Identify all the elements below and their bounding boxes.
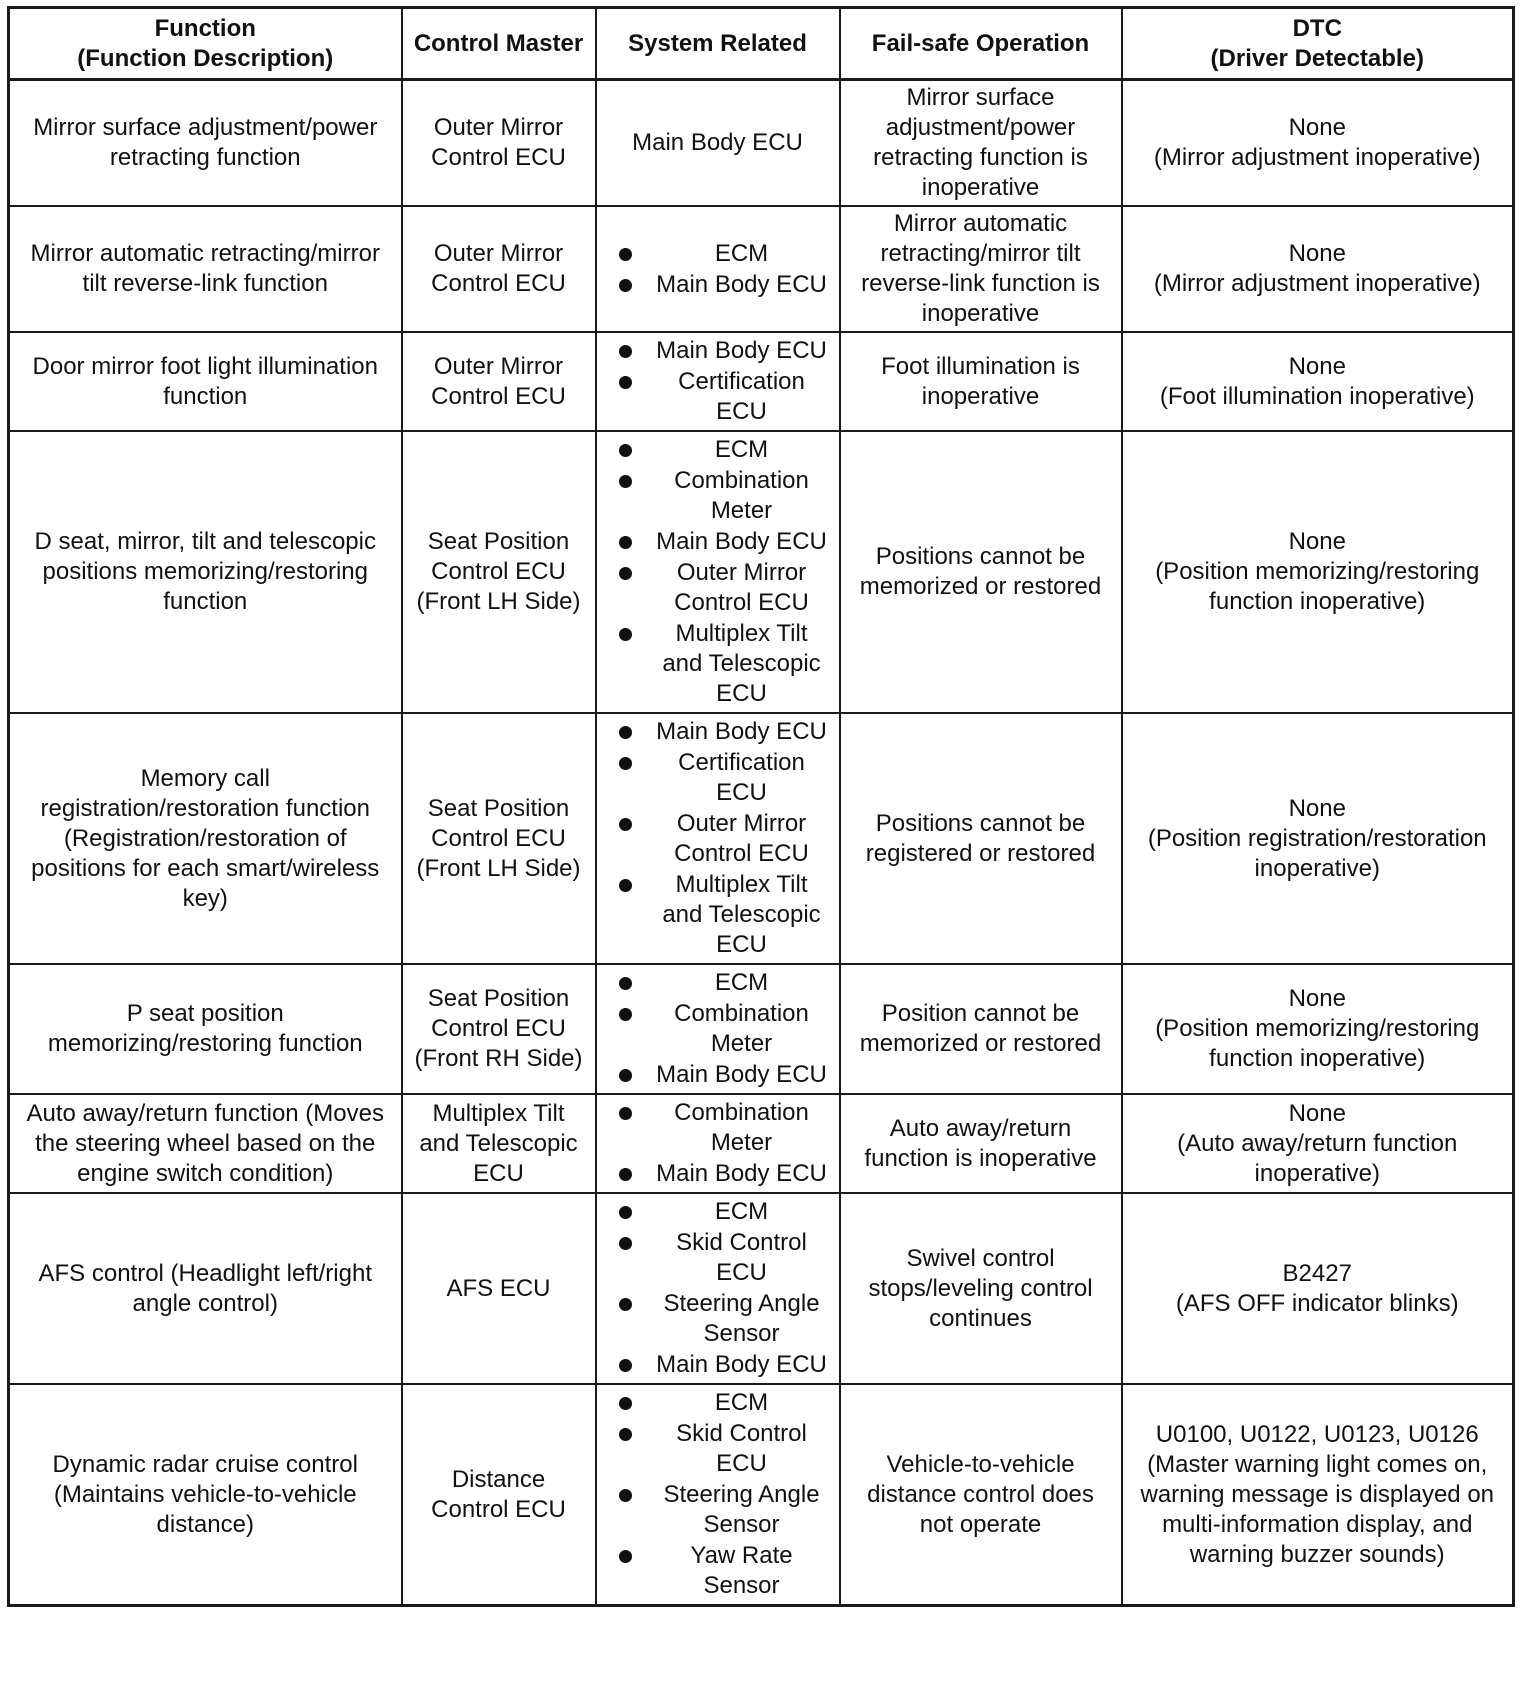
system-list-item: ECM xyxy=(605,239,831,269)
system-list-item: Main Body ECU xyxy=(605,1060,831,1090)
table-row xyxy=(9,964,1514,1094)
function-cell: Memory call registration/restoration function (Registration/restoration of positions for each smart/wireless key) xyxy=(9,713,402,964)
system-related-cell xyxy=(596,80,840,207)
system-related-cell xyxy=(596,964,840,1094)
dtc-cell: None (Mirror adjustment inoperative) xyxy=(1122,80,1514,207)
system-list xyxy=(605,1388,831,1601)
system-related-cell xyxy=(596,206,840,332)
table-row xyxy=(9,332,1514,431)
failsafe-cell: Positions cannot be memorized or restored xyxy=(840,431,1122,713)
dtc-cell: B2427 (AFS OFF indicator blinks) xyxy=(1122,1193,1514,1384)
system-list-item: Main Body ECU xyxy=(605,1350,831,1380)
control-master-cell: Seat Position Control ECU (Front LH Side) xyxy=(402,713,596,964)
system-text: Main Body ECU xyxy=(632,129,803,156)
system-list-item: Steering Angle Sensor xyxy=(605,1289,831,1349)
system-related-cell xyxy=(596,1384,840,1606)
system-list-item: Combination Meter xyxy=(605,466,831,526)
failsafe-cell: Mirror automatic retracting/mirror tilt reverse-link function is inoperative xyxy=(840,206,1122,332)
header-failsafe-operation: Fail-safe Operation xyxy=(840,8,1122,80)
system-list-item: Certification ECU xyxy=(605,367,831,427)
function-table xyxy=(7,6,1515,1607)
header-function: Function (Function Description) xyxy=(9,8,402,80)
control-master-cell: Distance Control ECU xyxy=(402,1384,596,1606)
function-cell: AFS control (Headlight left/right angle control) xyxy=(9,1193,402,1384)
system-list-item: Skid Control ECU xyxy=(605,1228,831,1288)
dtc-cell: None (Position memorizing/restoring function inoperative) xyxy=(1122,964,1514,1094)
header-dtc: DTC (Driver Detectable) xyxy=(1122,8,1514,80)
system-list-item: Main Body ECU xyxy=(605,717,831,747)
system-related-cell xyxy=(596,1193,840,1384)
system-list-item: ECM xyxy=(605,968,831,998)
table-body xyxy=(9,80,1514,1606)
system-related-cell xyxy=(596,431,840,713)
function-cell: Door mirror foot light illumination function xyxy=(9,332,402,431)
system-list xyxy=(605,435,831,709)
dtc-cell: None (Foot illumination inoperative) xyxy=(1122,332,1514,431)
dtc-cell: None (Mirror adjustment inoperative) xyxy=(1122,206,1514,332)
system-list xyxy=(605,1197,831,1380)
function-cell: P seat position memorizing/restoring function xyxy=(9,964,402,1094)
system-list-item: Certification ECU xyxy=(605,748,831,808)
failsafe-cell: Auto away/return function is inoperative xyxy=(840,1094,1122,1193)
system-list xyxy=(605,968,831,1090)
system-related-cell xyxy=(596,713,840,964)
control-master-cell: Outer Mirror Control ECU xyxy=(402,332,596,431)
function-cell: Auto away/return function (Moves the steering wheel based on the engine switch condition) xyxy=(9,1094,402,1193)
system-list xyxy=(605,239,831,300)
system-list-item: Combination Meter xyxy=(605,999,831,1059)
failsafe-cell: Vehicle-to-vehicle distance control does not operate xyxy=(840,1384,1122,1606)
system-list-item: Combination Meter xyxy=(605,1098,831,1158)
dtc-cell: U0100, U0122, U0123, U0126 (Master warning light comes on, warning message is displayed on multi-information display, and warning buzzer sounds) xyxy=(1122,1384,1514,1606)
control-master-cell: Multiplex Tilt and Telescopic ECU xyxy=(402,1094,596,1193)
failsafe-cell: Mirror surface adjustment/power retracting function is inoperative xyxy=(840,80,1122,207)
failsafe-cell: Positions cannot be registered or restored xyxy=(840,713,1122,964)
system-list-item: ECM xyxy=(605,1197,831,1227)
table-row xyxy=(9,1384,1514,1606)
table-row xyxy=(9,206,1514,332)
control-master-cell: Seat Position Control ECU (Front RH Side) xyxy=(402,964,596,1094)
function-cell: Dynamic radar cruise control (Maintains vehicle-to-vehicle distance) xyxy=(9,1384,402,1606)
system-list xyxy=(605,336,831,427)
table-row xyxy=(9,1094,1514,1193)
function-cell: Mirror automatic retracting/mirror tilt reverse-link function xyxy=(9,206,402,332)
table-row xyxy=(9,1193,1514,1384)
table-row xyxy=(9,80,1514,207)
failsafe-cell: Swivel control stops/leveling control continues xyxy=(840,1193,1122,1384)
system-list-item: Outer Mirror Control ECU xyxy=(605,809,831,869)
control-master-cell: AFS ECU xyxy=(402,1193,596,1384)
system-list-item: ECM xyxy=(605,435,831,465)
control-master-cell: Outer Mirror Control ECU xyxy=(402,80,596,207)
system-list-item: Outer Mirror Control ECU xyxy=(605,558,831,618)
system-list-item: Skid Control ECU xyxy=(605,1419,831,1479)
dtc-cell: None (Position registration/restoration inoperative) xyxy=(1122,713,1514,964)
system-list-item: Multiplex Tilt and Telescopic ECU xyxy=(605,619,831,709)
system-list xyxy=(605,1098,831,1189)
system-list-item: ECM xyxy=(605,1388,831,1418)
dtc-cell: None (Position memorizing/restoring function inoperative) xyxy=(1122,431,1514,713)
control-master-cell: Seat Position Control ECU (Front LH Side) xyxy=(402,431,596,713)
table-row xyxy=(9,713,1514,964)
system-related-cell xyxy=(596,332,840,431)
dtc-cell: None (Auto away/return function inoperative) xyxy=(1122,1094,1514,1193)
system-list-item: Main Body ECU xyxy=(605,1159,831,1189)
system-list-item: Steering Angle Sensor xyxy=(605,1480,831,1540)
system-list-item: Main Body ECU xyxy=(605,527,831,557)
system-list-item: Main Body ECU xyxy=(605,270,831,300)
system-related-cell xyxy=(596,1094,840,1193)
system-list-item: Yaw Rate Sensor xyxy=(605,1541,831,1601)
function-cell: Mirror surface adjustment/power retracting function xyxy=(9,80,402,207)
table-row xyxy=(9,431,1514,713)
header-system-related: System Related xyxy=(596,8,840,80)
header-control-master: Control Master xyxy=(402,8,596,80)
failsafe-cell: Foot illumination is inoperative xyxy=(840,332,1122,431)
control-master-cell: Outer Mirror Control ECU xyxy=(402,206,596,332)
system-list xyxy=(605,717,831,960)
failsafe-cell: Position cannot be memorized or restored xyxy=(840,964,1122,1094)
header-row xyxy=(9,8,1514,80)
function-cell: D seat, mirror, tilt and telescopic positions memorizing/restoring function xyxy=(9,431,402,713)
system-list-item: Main Body ECU xyxy=(605,336,831,366)
system-list-item: Multiplex Tilt and Telescopic ECU xyxy=(605,870,831,960)
